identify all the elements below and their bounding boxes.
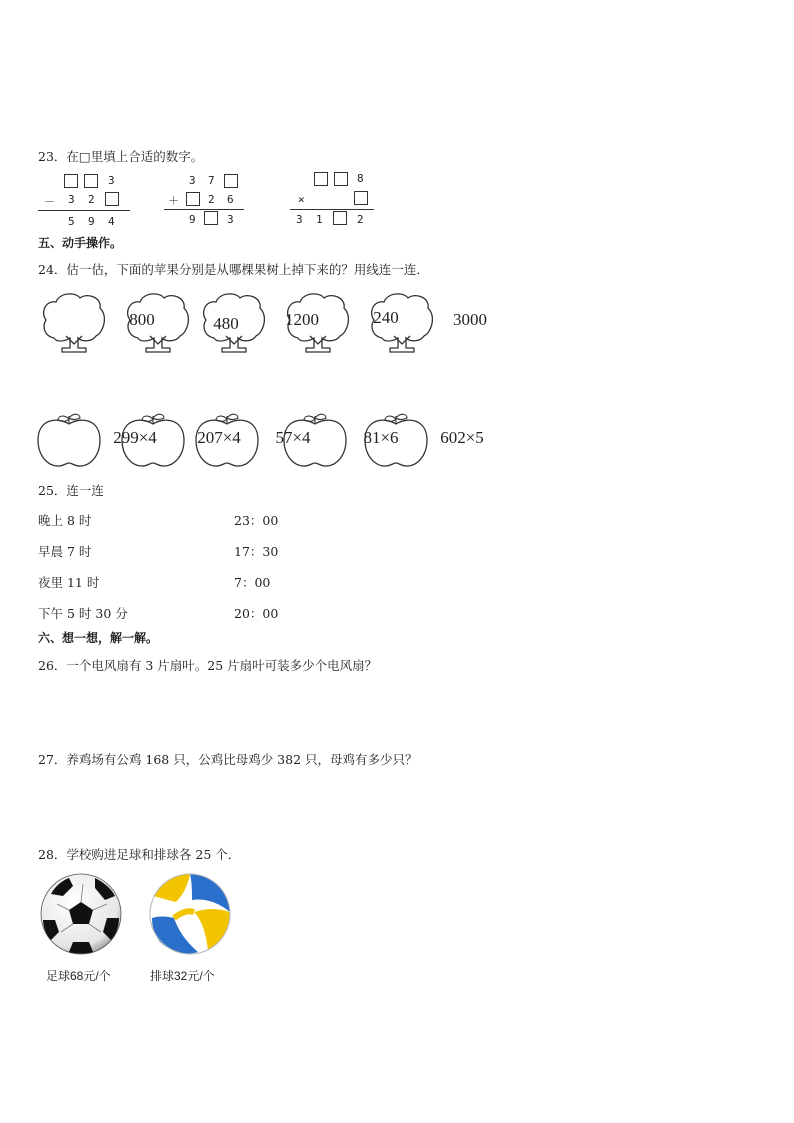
digit: 9 [88,215,95,228]
q28-title: 28．学校购进足球和排球各 25 个． [38,847,241,862]
q24-title: 24．估一估，下面的苹果分别是从哪棵果树上掉下来的？用线连一连． [38,262,429,277]
digit: 9 [189,213,196,226]
apple-299x4[interactable] [36,412,157,468]
tree-icon [368,292,436,360]
digit: 2 [357,213,364,226]
operator: － [44,195,55,208]
digit: 4 [108,215,115,228]
digit: 2 [208,193,215,206]
tree-value: 480 [213,314,239,333]
volleyball-image [148,872,232,956]
blank-box[interactable] [84,174,98,188]
section-6-heading: 六、想一想，解一解。 [38,631,159,645]
blank-box[interactable] [105,192,119,206]
time-left-item[interactable]: 下午 5 时 30 分 [38,606,128,621]
time-left-item[interactable]: 晚上 8 时 [38,513,92,528]
time-right-item[interactable]: 7：00 [234,575,271,590]
time-right-item[interactable]: 20：00 [234,606,279,621]
apple-icon [282,412,348,468]
digit: 7 [208,174,215,187]
apple-icon [36,412,102,468]
digit: 1 [316,213,323,226]
time-right-item[interactable]: 17：30 [234,544,279,559]
soccer-ball-icon [39,872,123,956]
tree-icon [284,292,352,360]
tree-value: 240 [373,308,399,327]
apple-expression: 57×4 [275,428,311,447]
volleyball-price-label: 排球32元/个 [150,969,215,983]
blank-box[interactable] [186,192,200,206]
tree-value: 800 [129,310,155,329]
divider-line [38,210,130,211]
q23-title: 23．在□里填上合适的数字。 [38,149,204,164]
tree-value: 3000 [453,310,487,329]
tree-240[interactable] [284,292,399,360]
time-left-item[interactable]: 早晨 7 时 [38,544,92,559]
operator: × [298,193,305,206]
digit: 6 [227,193,234,206]
digit: 3 [68,193,75,206]
tree-3000[interactable] [368,292,487,360]
q26-text: 26．一个电风扇有 3 片扇叶。25 片扇叶可装多少个电风扇？ [38,658,378,673]
blank-box[interactable] [334,172,348,186]
tree-480[interactable] [124,292,239,360]
time-right-item[interactable]: 23：00 [234,513,279,528]
time-left-item[interactable]: 夜里 11 时 [38,575,100,590]
football-price-label: 足球68元/个 [46,969,111,983]
tree-icon [200,292,268,360]
divider-line [290,209,374,210]
apple-expression: 299×4 [113,428,157,447]
blank-box[interactable] [204,211,218,225]
apple-602x5[interactable] [363,412,484,468]
digit: 5 [68,215,75,228]
digit: 3 [227,213,234,226]
section-5-heading: 五、动手操作。 [38,236,123,250]
tree-icon [40,292,108,360]
apple-icon [120,412,186,468]
digit: 2 [88,193,95,206]
divider-line [164,209,244,210]
apple-57x4[interactable] [194,412,311,468]
q25-title: 25．连一连 [38,483,104,498]
digit: 3 [108,174,115,187]
blank-box[interactable] [224,174,238,188]
apple-icon [194,412,260,468]
football-image [39,872,123,956]
digit: 3 [296,213,303,226]
digit: 8 [357,172,364,185]
blank-box[interactable] [314,172,328,186]
apple-icon [363,412,429,468]
blank-box[interactable] [354,191,368,205]
tree-value: 1200 [285,310,319,329]
tree-800[interactable] [40,292,155,360]
apple-expression: 207×4 [197,428,241,447]
apple-207x4[interactable] [120,412,241,468]
apple-81x6[interactable] [282,412,399,468]
digit: 3 [189,174,196,187]
q27-text: 27．养鸡场有公鸡 168 只，公鸡比母鸡少 382 只，母鸡有多少只？ [38,752,418,767]
blank-box[interactable] [333,211,347,225]
tree-icon [124,292,192,360]
operator: ＋ [168,194,179,207]
apple-expression: 602×5 [440,428,484,447]
tree-1200[interactable] [200,292,319,360]
blank-box[interactable] [64,174,78,188]
apple-expression: 81×6 [363,428,399,447]
volleyball-icon [148,872,232,956]
